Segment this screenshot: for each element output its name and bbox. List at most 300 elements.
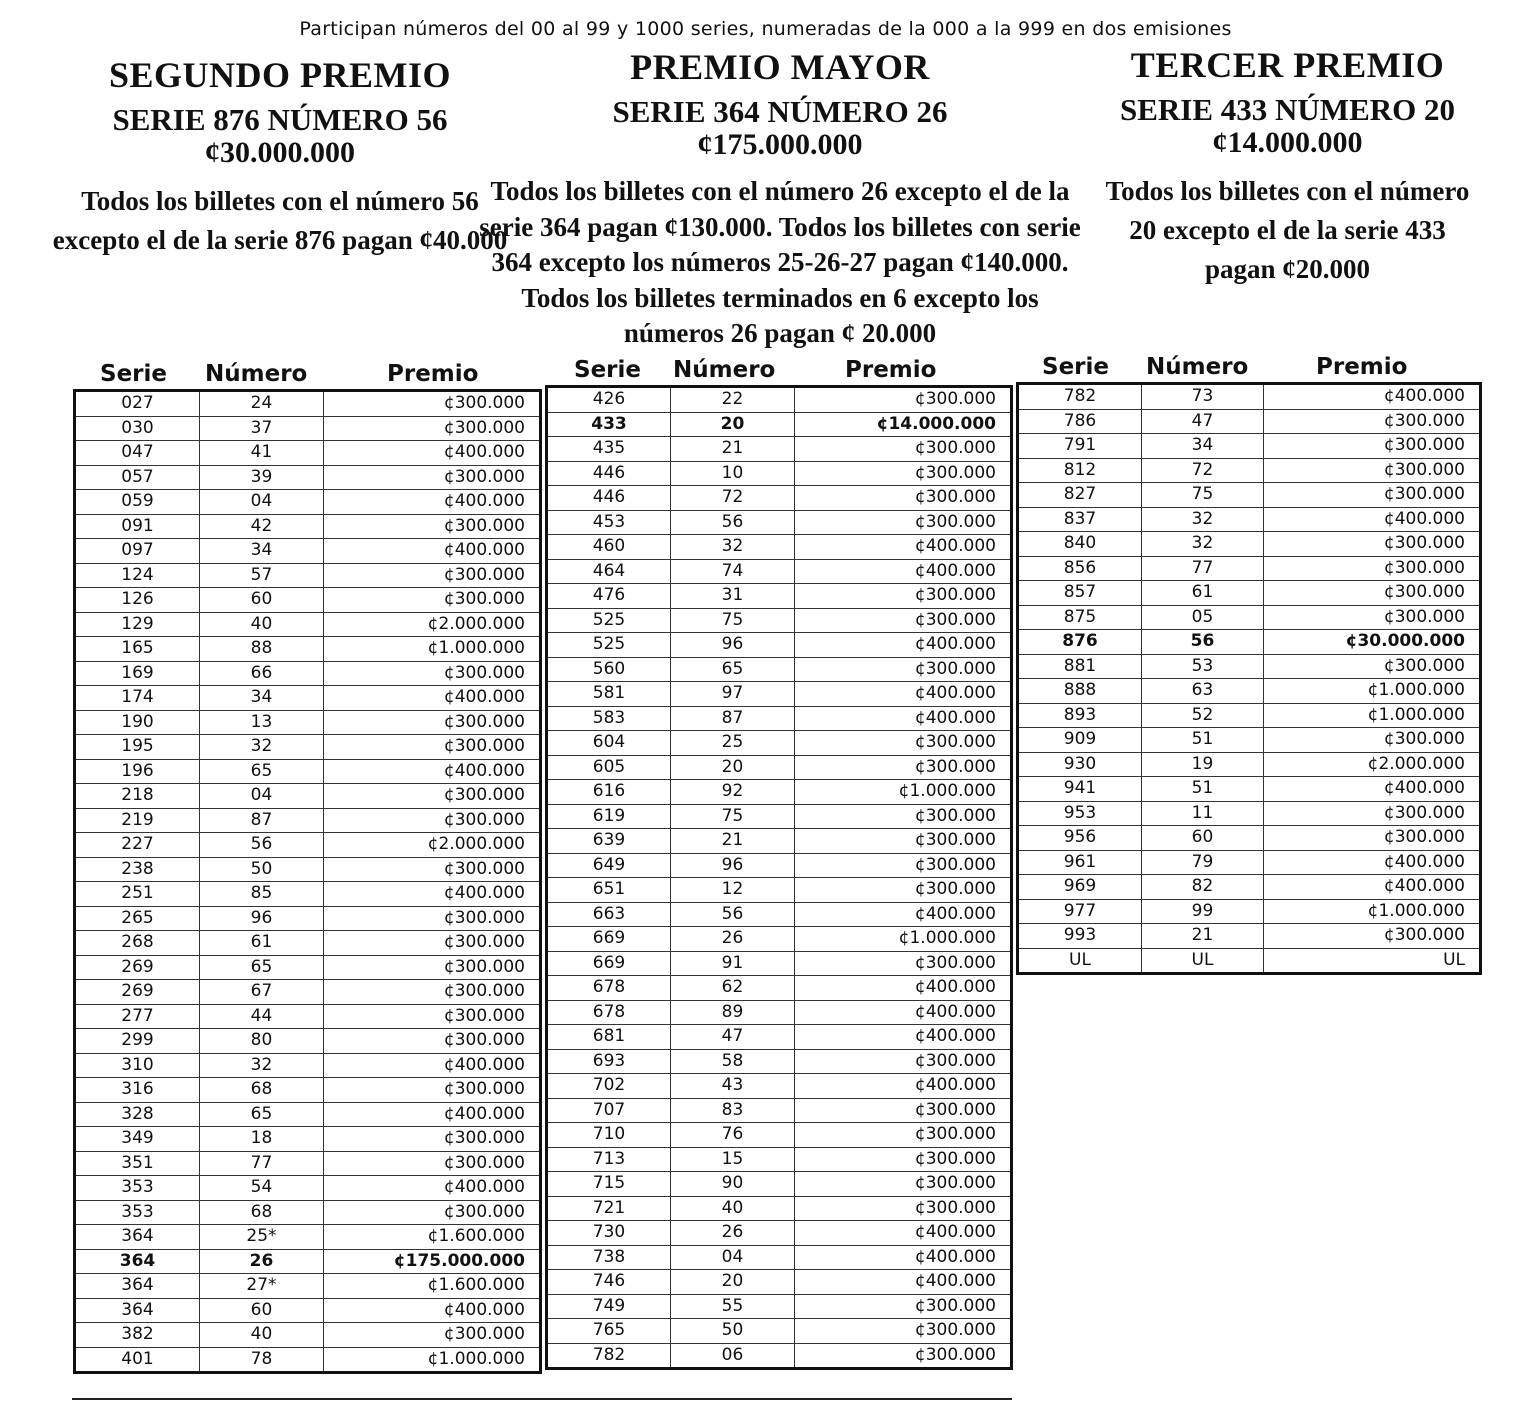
major-prize-serie: SERIE 364 NÚMERO 26: [612, 94, 948, 129]
cell-serie: 196: [75, 759, 200, 784]
table-row: [75, 735, 541, 760]
cell-premio: ¢300.000: [795, 878, 1012, 903]
cell-numero: 77: [200, 1151, 324, 1176]
header-serie: Serie: [1042, 354, 1109, 380]
table-row: [547, 633, 1012, 658]
cell-serie: 401: [75, 1347, 200, 1373]
table-row: [75, 1053, 541, 1078]
cell-serie: 619: [547, 804, 671, 829]
table-row: [75, 1249, 541, 1274]
table-row: [75, 980, 541, 1005]
cell-numero: 61: [200, 931, 324, 956]
table-row: [547, 829, 1012, 854]
cell-numero: 91: [671, 951, 795, 976]
cell-numero: 52: [1142, 703, 1264, 728]
cell-numero: 54: [200, 1176, 324, 1201]
table-row: [75, 465, 541, 490]
cell-serie: 353: [75, 1200, 200, 1225]
cell-numero: 88: [200, 637, 324, 662]
table-row: [75, 391, 541, 417]
cell-numero: 43: [671, 1074, 795, 1099]
cell-serie: 583: [547, 706, 671, 731]
cell-premio: ¢300.000: [795, 608, 1012, 633]
cell-premio: ¢400.000: [795, 1221, 1012, 1246]
table-row: [75, 1323, 541, 1348]
cell-numero: 75: [671, 804, 795, 829]
cell-serie: 299: [75, 1029, 200, 1054]
cell-premio: ¢400.000: [1264, 850, 1481, 875]
cell-serie: 669: [547, 951, 671, 976]
cell-numero: 39: [200, 465, 324, 490]
table-row: [75, 539, 541, 564]
cell-premio: ¢300.000: [324, 980, 541, 1005]
cell-serie: 977: [1018, 899, 1142, 924]
cell-premio: ¢400.000: [1264, 384, 1481, 410]
cell-serie: 269: [75, 955, 200, 980]
cell-numero: 40: [200, 1323, 324, 1348]
cell-numero: 40: [671, 1196, 795, 1221]
cell-numero: 63: [1142, 679, 1264, 704]
cell-numero: 32: [1142, 532, 1264, 557]
cell-serie: 269: [75, 980, 200, 1005]
table-row: [1018, 752, 1481, 777]
cell-serie: 195: [75, 735, 200, 760]
cell-serie: 639: [547, 829, 671, 854]
cell-premio: ¢14.000.000: [795, 412, 1012, 437]
table-row: [1018, 654, 1481, 679]
table-row: [547, 1343, 1012, 1369]
cell-serie: 651: [547, 878, 671, 903]
cell-premio: ¢400.000: [324, 1102, 541, 1127]
cell-numero: 34: [1142, 434, 1264, 459]
cell-numero: 72: [671, 486, 795, 511]
cell-premio: ¢400.000: [324, 539, 541, 564]
cell-numero: 65: [671, 657, 795, 682]
cell-premio: ¢300.000: [795, 461, 1012, 486]
cell-numero: 56: [671, 510, 795, 535]
header-serie: Serie: [574, 357, 641, 383]
third-prize-amount: ¢14.000.000: [1212, 126, 1363, 159]
cell-serie: 693: [547, 1049, 671, 1074]
cell-premio: ¢300.000: [1264, 556, 1481, 581]
table-row: [75, 1176, 541, 1201]
cell-serie: 129: [75, 612, 200, 637]
cell-serie: 876: [1018, 630, 1142, 655]
cell-numero: 34: [200, 686, 324, 711]
table-row: [1018, 801, 1481, 826]
cell-numero: 04: [671, 1245, 795, 1270]
table-row: [1018, 777, 1481, 802]
cell-premio: ¢300.000: [795, 486, 1012, 511]
table-row: [75, 1151, 541, 1176]
cell-premio: ¢300.000: [1264, 654, 1481, 679]
cell-serie: 433: [547, 412, 671, 437]
cell-serie: 812: [1018, 458, 1142, 483]
cell-premio: ¢300.000: [795, 1049, 1012, 1074]
table-row: [1018, 875, 1481, 900]
cell-premio: ¢300.000: [324, 1078, 541, 1103]
header-numero: Número: [673, 357, 776, 383]
cell-premio: ¢300.000: [795, 387, 1012, 413]
cell-serie: 218: [75, 784, 200, 809]
cell-premio: ¢300.000: [1264, 458, 1481, 483]
cell-premio: ¢1.600.000: [324, 1274, 541, 1299]
cell-numero: 26: [671, 1221, 795, 1246]
table-header: [545, 357, 1013, 385]
cell-numero: 85: [200, 882, 324, 907]
cell-premio: ¢300.000: [324, 391, 541, 417]
cell-numero: 77: [1142, 556, 1264, 581]
cell-serie: 097: [75, 539, 200, 564]
cell-premio: ¢300.000: [324, 661, 541, 686]
cell-numero: 65: [200, 1102, 324, 1127]
header-premio: Premio: [845, 357, 937, 383]
header-numero: Número: [1146, 354, 1249, 380]
cell-premio: ¢30.000.000: [1264, 630, 1481, 655]
cell-numero: 96: [671, 633, 795, 658]
second-prize-amount: ¢30.000.000: [205, 136, 355, 169]
header-premio: Premio: [1316, 354, 1408, 380]
third-prize-serie: SERIE 433 NÚMERO 20: [1119, 92, 1455, 127]
cell-numero: 18: [200, 1127, 324, 1152]
table-row: [547, 1000, 1012, 1025]
cell-serie: 782: [1018, 384, 1142, 410]
table-row: [547, 1025, 1012, 1050]
cell-numero: 20: [671, 755, 795, 780]
table-row: [547, 1123, 1012, 1148]
cell-serie: 837: [1018, 507, 1142, 532]
cell-premio: ¢300.000: [324, 1127, 541, 1152]
table-row: [1018, 924, 1481, 949]
table-row: [75, 906, 541, 931]
cell-numero: 05: [1142, 605, 1264, 630]
cell-numero: 60: [1142, 826, 1264, 851]
cell-serie: 446: [547, 486, 671, 511]
table-row: [75, 1127, 541, 1152]
table-row: [1018, 728, 1481, 753]
table-row: [547, 1270, 1012, 1295]
cell-premio: ¢300.000: [324, 931, 541, 956]
cell-premio: ¢300.000: [795, 951, 1012, 976]
cell-numero: 21: [1142, 924, 1264, 949]
cell-numero: 90: [671, 1172, 795, 1197]
table-row: [75, 588, 541, 613]
table-row: [1018, 458, 1481, 483]
cell-serie: 969: [1018, 875, 1142, 900]
table-row: [1018, 703, 1481, 728]
cell-premio: ¢400.000: [795, 633, 1012, 658]
cell-serie: 782: [547, 1343, 671, 1369]
cell-premio: ¢300.000: [1264, 826, 1481, 851]
cell-premio: ¢2.000.000: [324, 612, 541, 637]
cell-numero: 83: [671, 1098, 795, 1123]
table-row: [75, 563, 541, 588]
cell-premio: ¢300.000: [795, 1319, 1012, 1344]
cell-numero: 99: [1142, 899, 1264, 924]
cell-premio: ¢400.000: [795, 1074, 1012, 1099]
cell-numero: 26: [200, 1249, 324, 1274]
cell-numero: 92: [671, 780, 795, 805]
cell-numero: 32: [671, 535, 795, 560]
cell-premio: ¢300.000: [795, 1147, 1012, 1172]
table-row: [1018, 948, 1481, 974]
cell-numero: 47: [1142, 409, 1264, 434]
cell-serie: 349: [75, 1127, 200, 1152]
cell-premio: ¢300.000: [1264, 483, 1481, 508]
table-row: [75, 857, 541, 882]
cell-serie: 126: [75, 588, 200, 613]
cell-serie: 616: [547, 780, 671, 805]
cell-numero: 96: [200, 906, 324, 931]
cell-numero: 56: [1142, 630, 1264, 655]
table-row: [547, 731, 1012, 756]
cell-premio: ¢300.000: [795, 853, 1012, 878]
cell-numero: 75: [1142, 483, 1264, 508]
cell-premio: ¢400.000: [795, 1245, 1012, 1270]
table-row: [547, 1147, 1012, 1172]
table-row: [547, 902, 1012, 927]
cell-premio: ¢300.000: [324, 955, 541, 980]
cell-numero: 25: [671, 731, 795, 756]
cell-premio: ¢400.000: [795, 559, 1012, 584]
results-table-2: [545, 357, 1013, 1370]
cell-premio: ¢400.000: [795, 1000, 1012, 1025]
cell-serie: 956: [1018, 826, 1142, 851]
cell-numero: 74: [671, 559, 795, 584]
cell-serie: 169: [75, 661, 200, 686]
table-row: [1018, 581, 1481, 606]
table-row: [75, 1102, 541, 1127]
cell-numero: 65: [200, 759, 324, 784]
cell-numero: 72: [1142, 458, 1264, 483]
cell-premio: ¢400.000: [795, 706, 1012, 731]
cell-premio: ¢300.000: [795, 829, 1012, 854]
cell-numero: 76: [671, 1123, 795, 1148]
cell-premio: ¢300.000: [1264, 924, 1481, 949]
table-row: [547, 780, 1012, 805]
cell-numero: 73: [1142, 384, 1264, 410]
cell-premio: ¢300.000: [324, 1151, 541, 1176]
cell-serie: 476: [547, 584, 671, 609]
cell-premio: ¢300.000: [795, 1123, 1012, 1148]
header-serie: Serie: [100, 361, 167, 387]
cell-numero: 75: [671, 608, 795, 633]
bottom-rule: [72, 1398, 1012, 1400]
third-prize-title: TERCER PREMIO: [1130, 45, 1445, 85]
cell-numero: 56: [671, 902, 795, 927]
cell-premio: ¢300.000: [795, 731, 1012, 756]
cell-premio: ¢400.000: [795, 682, 1012, 707]
table-row: [547, 1294, 1012, 1319]
cell-serie: 268: [75, 931, 200, 956]
cell-premio: ¢400.000: [324, 1053, 541, 1078]
cell-numero: 57: [200, 563, 324, 588]
table-row: [547, 584, 1012, 609]
cell-serie: 669: [547, 927, 671, 952]
table-row: [75, 1298, 541, 1323]
cell-serie: 840: [1018, 532, 1142, 557]
cell-serie: 446: [547, 461, 671, 486]
cell-serie: 649: [547, 853, 671, 878]
cell-numero: 66: [200, 661, 324, 686]
cell-premio: ¢300.000: [324, 563, 541, 588]
cell-serie: 174: [75, 686, 200, 711]
major-prize-block: [470, 46, 1090, 352]
cell-numero: 58: [671, 1049, 795, 1074]
table-row: [1018, 434, 1481, 459]
cell-serie: 124: [75, 563, 200, 588]
cell-premio: ¢300.000: [1264, 728, 1481, 753]
cell-premio: ¢1.000.000: [795, 927, 1012, 952]
cell-numero: 97: [671, 682, 795, 707]
cell-numero: 31: [671, 584, 795, 609]
cell-serie: 827: [1018, 483, 1142, 508]
cell-numero: 68: [200, 1200, 324, 1225]
table-row: [547, 1049, 1012, 1074]
cell-premio: ¢400.000: [795, 535, 1012, 560]
cell-serie: 227: [75, 833, 200, 858]
cell-serie: 353: [75, 1176, 200, 1201]
table-row: [1018, 630, 1481, 655]
cell-numero: 41: [200, 441, 324, 466]
table-header: [73, 361, 542, 389]
cell-numero: 56: [200, 833, 324, 858]
table-row: [75, 1078, 541, 1103]
table-row: [1018, 409, 1481, 434]
cell-numero: 47: [671, 1025, 795, 1050]
cell-premio: ¢400.000: [324, 490, 541, 515]
table-row: [75, 882, 541, 907]
cell-premio: ¢300.000: [795, 1343, 1012, 1369]
second-prize-serie: SERIE 876 NÚMERO 56: [112, 102, 448, 137]
cell-premio: ¢175.000.000: [324, 1249, 541, 1274]
cell-serie: 364: [75, 1274, 200, 1299]
table-row: [547, 1196, 1012, 1221]
cell-premio: ¢300.000: [795, 584, 1012, 609]
major-prize-amount: ¢175.000.000: [697, 128, 863, 161]
table-row: [547, 486, 1012, 511]
table-row: [75, 1225, 541, 1250]
cell-premio: ¢400.000: [1264, 507, 1481, 532]
cell-premio: ¢300.000: [324, 808, 541, 833]
cell-serie: 738: [547, 1245, 671, 1270]
table-row: [75, 1200, 541, 1225]
cell-serie: 453: [547, 510, 671, 535]
cell-serie: 316: [75, 1078, 200, 1103]
cell-numero: 50: [200, 857, 324, 882]
table-row: [547, 412, 1012, 437]
cell-premio: ¢300.000: [1264, 801, 1481, 826]
table-row: [1018, 899, 1481, 924]
cell-premio: ¢300.000: [1264, 434, 1481, 459]
cell-numero: 42: [200, 514, 324, 539]
table-row: [1018, 384, 1481, 410]
cell-premio: ¢300.000: [324, 1029, 541, 1054]
table-row: [547, 387, 1012, 413]
cell-serie: 893: [1018, 703, 1142, 728]
table-row: [1018, 605, 1481, 630]
cell-serie: 856: [1018, 556, 1142, 581]
table-row: [75, 1004, 541, 1029]
cell-serie: 364: [75, 1298, 200, 1323]
cell-serie: 888: [1018, 679, 1142, 704]
cell-numero: 32: [200, 1053, 324, 1078]
cell-premio: ¢2.000.000: [1264, 752, 1481, 777]
table-row: [547, 1221, 1012, 1246]
table-row: [75, 1274, 541, 1299]
cell-numero: UL: [1142, 948, 1264, 974]
table-row: [547, 755, 1012, 780]
table-row: [547, 657, 1012, 682]
cell-numero: 15: [671, 1147, 795, 1172]
cell-numero: 82: [1142, 875, 1264, 900]
cell-numero: 40: [200, 612, 324, 637]
cell-premio: ¢300.000: [324, 906, 541, 931]
cell-numero: 61: [1142, 581, 1264, 606]
cell-premio: ¢300.000: [795, 1172, 1012, 1197]
cell-numero: 96: [671, 853, 795, 878]
cell-serie: 426: [547, 387, 671, 413]
cell-premio: ¢400.000: [1264, 777, 1481, 802]
cell-numero: 80: [200, 1029, 324, 1054]
cell-serie: 525: [547, 633, 671, 658]
cell-serie: 961: [1018, 850, 1142, 875]
table-row: [1018, 483, 1481, 508]
third-prize-description: Todos los billetes con el número 20 excepto el de la serie 433 pagan ¢20.000: [1105, 176, 1470, 284]
cell-numero: 22: [671, 387, 795, 413]
cell-serie: 464: [547, 559, 671, 584]
table-row: [1018, 556, 1481, 581]
cell-numero: 24: [200, 391, 324, 417]
cell-premio: ¢300.000: [795, 437, 1012, 462]
results-table: [545, 385, 1013, 1370]
cell-serie: 941: [1018, 777, 1142, 802]
cell-serie: 749: [547, 1294, 671, 1319]
cell-serie: 265: [75, 906, 200, 931]
cell-serie: 791: [1018, 434, 1142, 459]
cell-numero: 50: [671, 1319, 795, 1344]
cell-numero: 21: [671, 829, 795, 854]
cell-numero: 87: [671, 706, 795, 731]
cell-numero: 55: [671, 1294, 795, 1319]
cell-serie: 364: [75, 1225, 200, 1250]
cell-numero: 21: [671, 437, 795, 462]
cell-serie: 993: [1018, 924, 1142, 949]
table-row: [1018, 507, 1481, 532]
cell-premio: ¢300.000: [1264, 409, 1481, 434]
cell-numero: 10: [671, 461, 795, 486]
cell-serie: 581: [547, 682, 671, 707]
cell-premio: ¢400.000: [324, 1176, 541, 1201]
table-row: [75, 637, 541, 662]
table-row: [547, 853, 1012, 878]
cell-numero: 37: [200, 416, 324, 441]
cell-serie: 930: [1018, 752, 1142, 777]
cell-serie: 277: [75, 1004, 200, 1029]
cell-numero: 53: [1142, 654, 1264, 679]
cell-serie: 364: [75, 1249, 200, 1274]
cell-numero: 51: [1142, 728, 1264, 753]
table-row: [75, 416, 541, 441]
table-header: [1016, 354, 1482, 382]
cell-premio: ¢300.000: [1264, 532, 1481, 557]
cell-serie: 059: [75, 490, 200, 515]
table-row: [547, 878, 1012, 903]
table-row: [547, 437, 1012, 462]
cell-premio: ¢300.000: [795, 755, 1012, 780]
table-row: [547, 608, 1012, 633]
cell-premio: ¢300.000: [1264, 581, 1481, 606]
